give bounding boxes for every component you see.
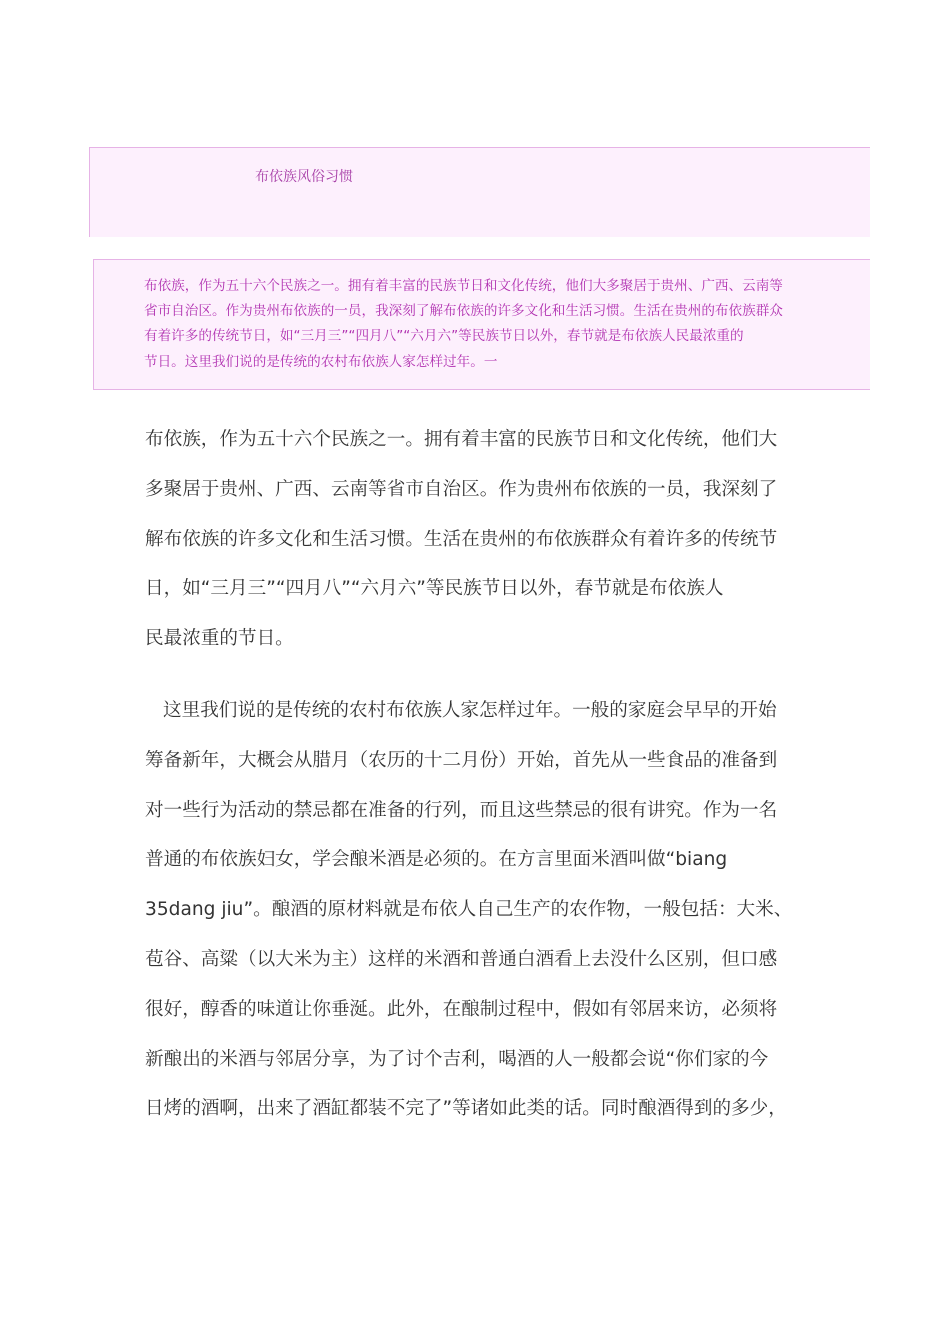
paragraph-line-text: 这里我们说的是传统的农村布依族人家怎样过年。一般的家庭会早早的开始 — [163, 700, 777, 721]
summary-box — [93, 259, 870, 390]
paragraph-line: 解布依族的许多文化和生活习惯。生活在贵州的布依族群众有着许多的传统节 — [145, 528, 778, 550]
paragraph-line: 苞谷、高粱（以大米为主）这样的米酒和普通白酒看上去没什么区别，但口感 — [145, 948, 778, 970]
paragraph-line: 普通的布依族妇女，学会酿米酒是必须的。在方言里面米酒叫做“biang — [145, 849, 728, 871]
body-paragraph-2 — [145, 686, 810, 1134]
paragraph-line: 布依族，作为五十六个民族之一。拥有着丰富的民族节日和文化传统，他们大 — [145, 429, 778, 450]
paragraph-line: 民最浓重的节日。 — [145, 628, 294, 650]
summary-line: 省市自治区。作为贵州布依族的一员，我深刻了解布依族的许多文化和生活习惯。生活在贵州的布依族群众 — [144, 303, 783, 320]
paragraph-line: 35dang jiu”。酿酒的原材料就是布依人自己生产的农作物，一般包括：大米、 — [145, 899, 793, 921]
paragraph-line: 筹备新年，大概会从腊月（农历的十二月份）开始，首先从一些食品的准备到 — [145, 749, 778, 771]
body-paragraph-1 — [145, 415, 810, 664]
title-box — [89, 147, 870, 237]
paragraph-line: 很好，醇香的味道让你垂涎。此外，在酿制过程中，假如有邻居来访，必须将 — [145, 998, 778, 1020]
paragraph-line: 对一些行为活动的禁忌都在准备的行列，而且这些禁忌的很有讲究。作为一名 — [145, 799, 778, 821]
summary-line: 节日。这里我们说的是传统的农村布依族人家怎样过年。一 — [144, 353, 498, 370]
paragraph-line: 日，如“三月三”“四月八”“六月六”等民族节日以外，春节就是布依族人 — [145, 578, 724, 600]
summary-line: 有着许多的传统节日，如“三月三”“四月八”“六月六”等民族节日以外，春节就是布依族人民最浓重的 — [144, 328, 744, 345]
paragraph-line: 日烤的酒啊，出来了酒缸都装不完了”等诸如此类的话。同时酿酒得到的多少， — [145, 1098, 787, 1120]
summary-line: 布依族，作为五十六个民族之一。拥有着丰富的民族节日和文化传统，他们大多聚居于贵州、广西、云南等 — [144, 278, 783, 294]
document-title: 布依族风俗习惯 — [255, 169, 353, 185]
paragraph-line: 新酿出的米酒与邻居分享，为了讨个吉利，喝酒的人一般都会说“你们家的今 — [145, 1048, 769, 1070]
paragraph-line-first — [145, 686, 810, 736]
summary-text — [144, 274, 864, 375]
paragraph-line: 多聚居于贵州、广西、云南等省市自治区。作为贵州布依族的一员，我深刻了 — [145, 478, 778, 500]
